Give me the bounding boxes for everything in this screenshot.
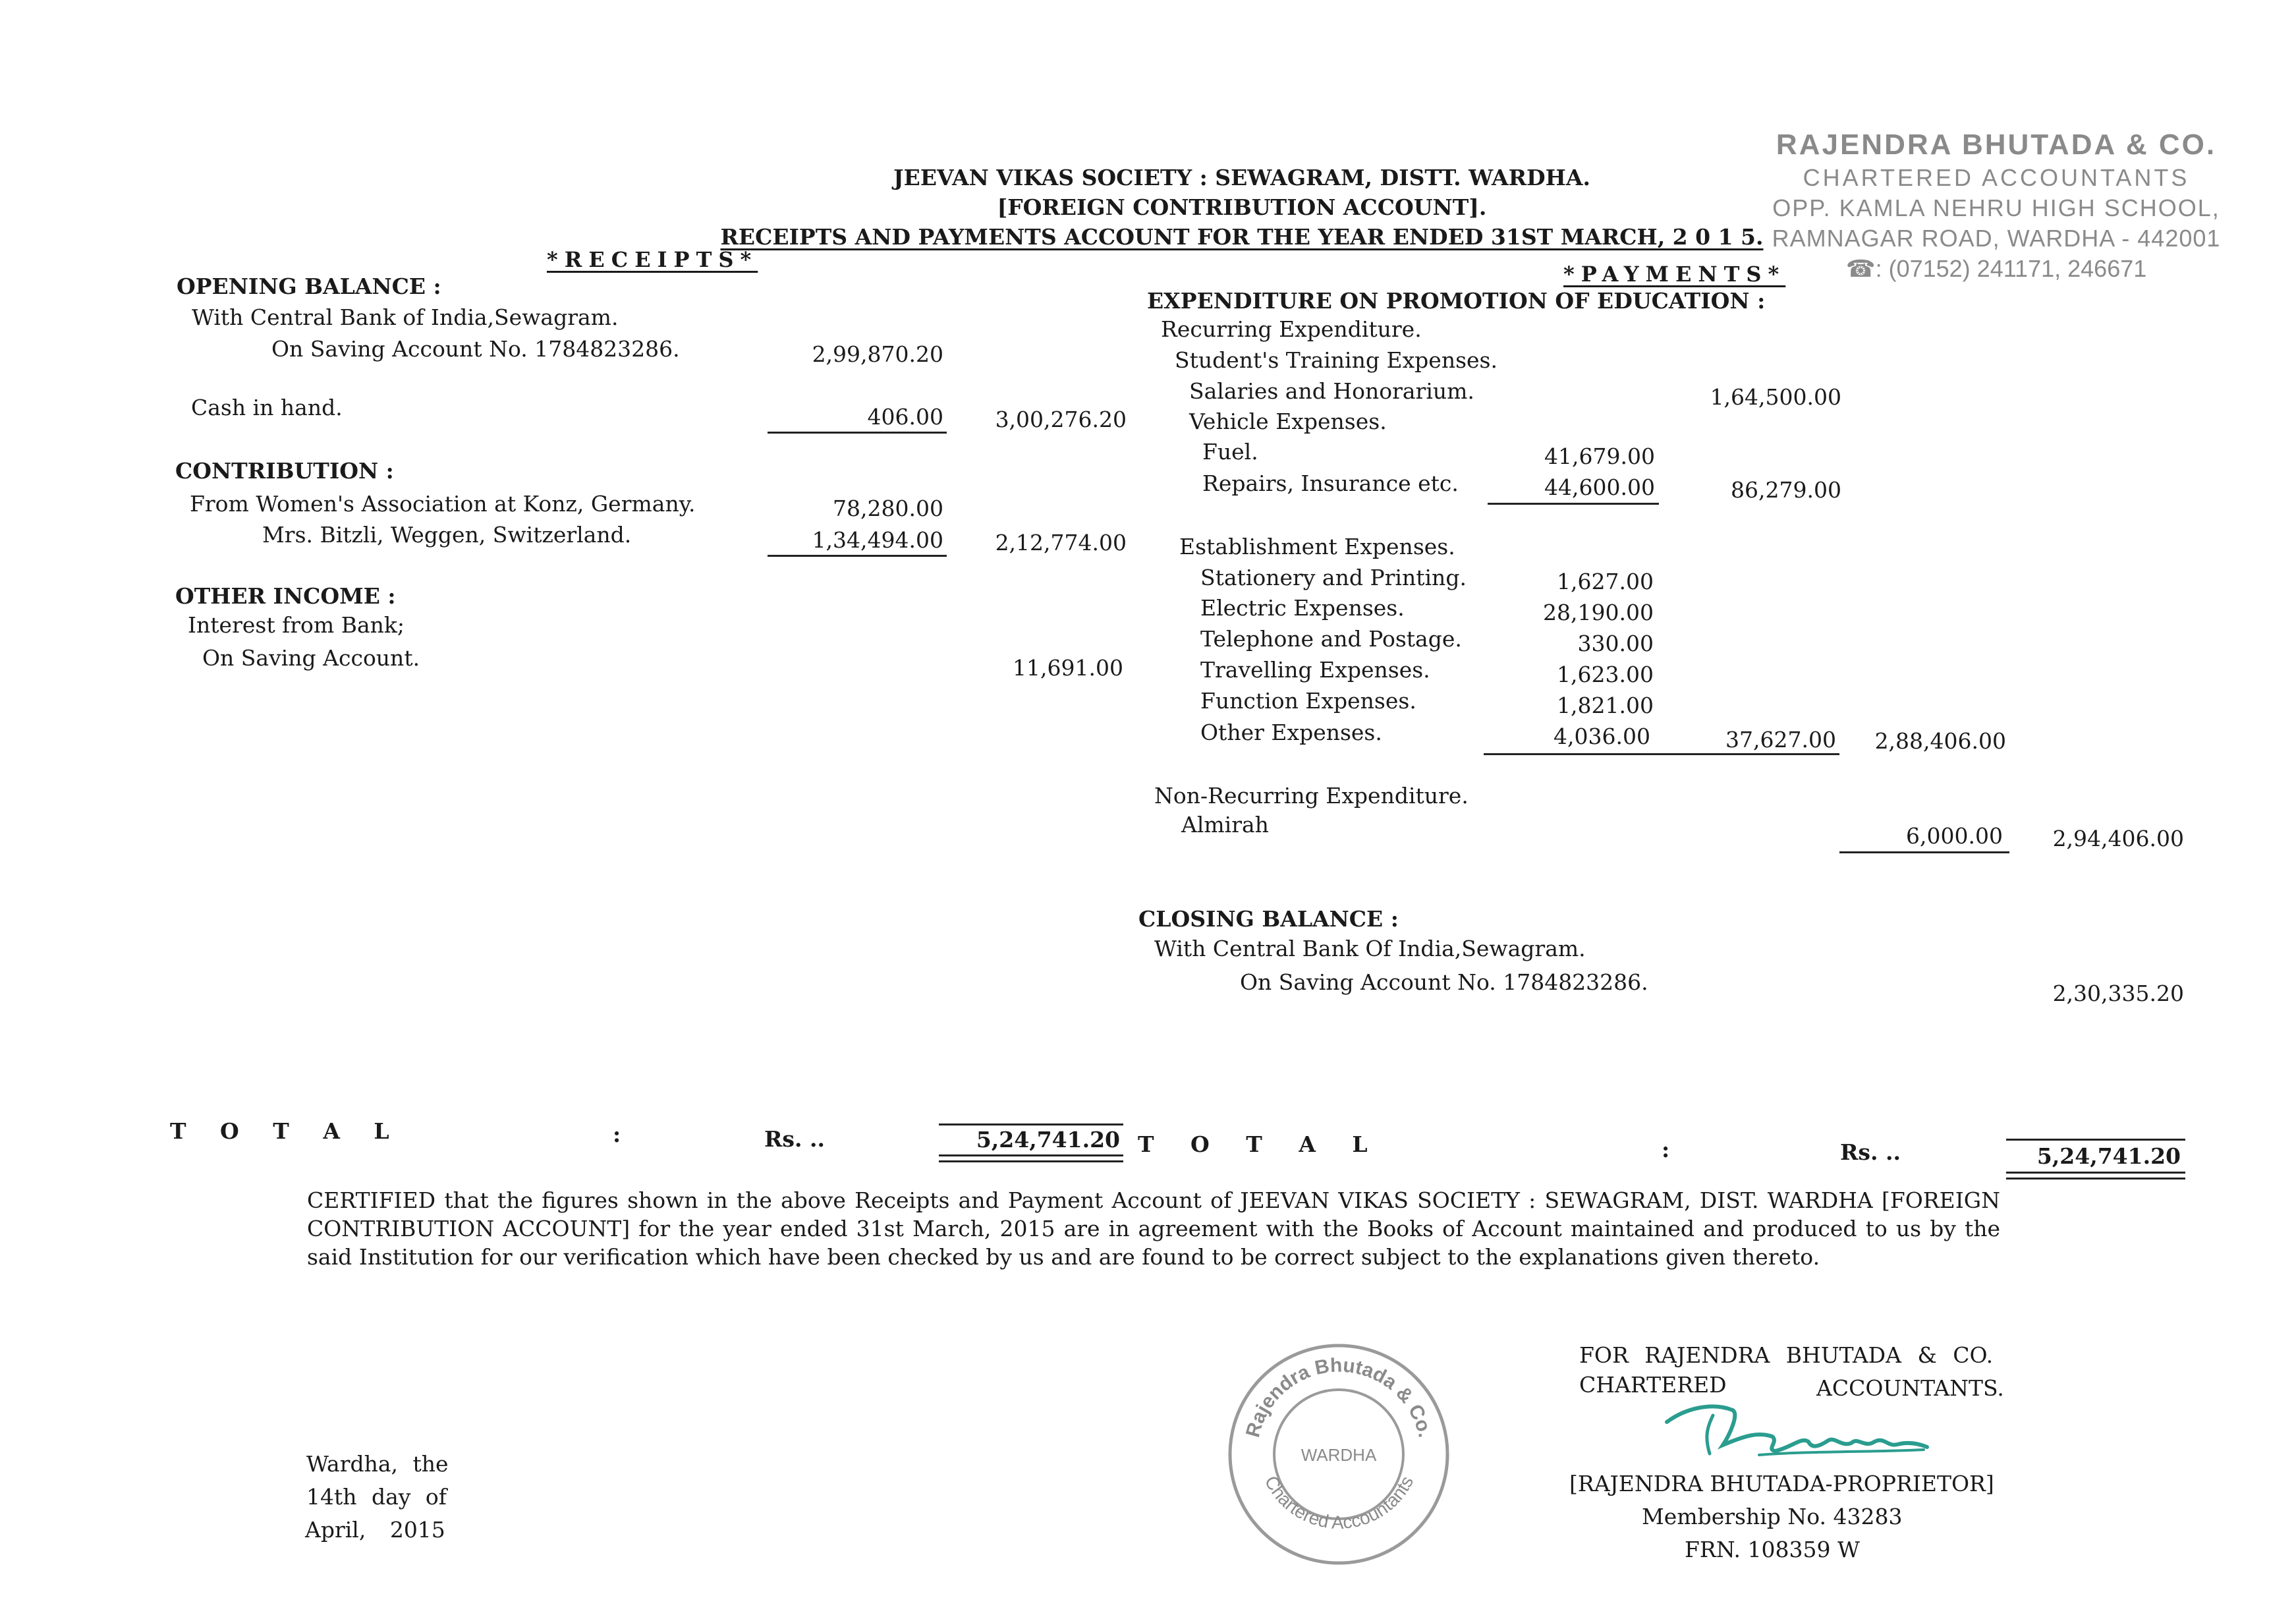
payments-grand-total: 5,24,741.20: [2036, 1143, 2181, 1169]
receipts-total-double-rule: [939, 1154, 1123, 1162]
interest-label: Interest from Bank;: [188, 612, 405, 638]
contribution-germany-amount: 78,280.00: [833, 496, 943, 521]
almirah-rule: [1839, 851, 2009, 853]
date-line: 14th day of: [306, 1484, 447, 1510]
stamp-firm-name: RAJENDRA BHUTADA & CO.: [1776, 128, 2217, 161]
signatory-chartered: CHARTERED: [1579, 1372, 1727, 1398]
year-line: April, 2015: [305, 1517, 445, 1543]
closing-account-label: On Saving Account No. 1784823286.: [1240, 969, 1648, 995]
seal-graphic: [1225, 1341, 1453, 1568]
signature: [1660, 1396, 1937, 1468]
svg-text:Chartered Accountants: [1261, 1473, 1418, 1533]
place-line: Wardha, the: [306, 1451, 449, 1477]
establishment-item-amount: 28,190.00: [1543, 600, 1654, 625]
signatory-name: [RAJENDRA BHUTADA-PROPRIETOR]: [1569, 1471, 1994, 1496]
repairs-amount: 44,600.00: [1544, 474, 1655, 500]
closing-bank-label: With Central Bank Of India,Sewagram.: [1154, 936, 1586, 961]
closing-balance-amount: 2,30,335.20: [2052, 981, 2184, 1006]
salaries-label: Salaries and Honorarium.: [1189, 378, 1474, 404]
vehicle-subtotal-rule: [1488, 503, 1659, 505]
payments-total-colon: :: [1662, 1137, 1670, 1162]
establishment-label: Establishment Expenses.: [1179, 534, 1455, 559]
signatory-accountants: ACCOUNTANTS.: [1816, 1375, 2004, 1401]
closing-balance-heading: CLOSING BALANCE :: [1138, 906, 1399, 932]
establishment-item-label: Function Expenses.: [1200, 688, 1416, 714]
fuel-label: Fuel.: [1202, 439, 1258, 465]
payments-total-label: T O T A L: [1138, 1131, 1382, 1157]
stamp-phone: ☎: (07152) 241171, 246671: [1845, 255, 2147, 282]
cash-in-hand-label: Cash in hand.: [191, 395, 343, 420]
establishment-item-label: Stationery and Printing.: [1200, 565, 1467, 590]
saving-account-label: On Saving Account.: [202, 645, 420, 671]
non-recurring-label: Non-Recurring Expenditure.: [1154, 783, 1469, 809]
establishment-item-amount: 4,036.00: [1554, 724, 1650, 749]
payments-rs-label: Rs. ..: [1840, 1139, 1901, 1165]
contribution-germany-label: From Women's Association at Konz, Germany.: [190, 491, 696, 517]
receipts-total-top-rule: [939, 1123, 1123, 1125]
almirah-label: Almirah: [1181, 812, 1269, 838]
vehicle-label: Vehicle Expenses.: [1189, 409, 1387, 434]
establishment-item-label: Other Expenses.: [1200, 720, 1382, 745]
signatory-firm: FOR RAJENDRA BHUTADA & CO.: [1579, 1342, 1994, 1368]
contribution-subtotal-rule: [768, 555, 947, 557]
receipts-heading: *RECEIPTS*: [547, 247, 758, 272]
other-income-heading: OTHER INCOME :: [175, 583, 396, 609]
receipts-grand-total: 5,24,741.20: [976, 1127, 1120, 1152]
establishment-total: 37,627.00: [1725, 727, 1836, 753]
opening-balance-heading: OPENING BALANCE :: [177, 273, 441, 299]
expenditure-total: 2,94,406.00: [2052, 826, 2184, 851]
firm-seal: [1225, 1341, 1453, 1568]
payments-heading: *PAYMENTS*: [1563, 262, 1786, 287]
stamp-address-1: OPP. KAMLA NEHRU HIGH SCHOOL,: [1772, 194, 2220, 221]
signature-graphic: [1660, 1396, 1937, 1468]
seal-center-text: WARDHA: [1301, 1445, 1377, 1465]
opening-account-amount: 2,99,870.20: [812, 341, 943, 367]
payments-total-top-rule: [2006, 1139, 2185, 1141]
stamp-address-2: RAMNAGAR ROAD, WARDHA - 442001: [1772, 225, 2221, 252]
contribution-switzerland-label: Mrs. Bitzli, Weggen, Switzerland.: [262, 522, 632, 548]
payments-total-double-rule: [2006, 1172, 2185, 1180]
statement-title: RECEIPTS AND PAYMENTS ACCOUNT FOR THE YEAR ENDED 31ST MARCH, 2 0 1 5.: [720, 224, 1764, 250]
seal-bottom-text: Chartered Accountants: [1260, 1472, 1418, 1533]
establishment-item-amount: 1,821.00: [1557, 693, 1654, 718]
certificate-text: CERTIFIED that the figures shown in the above Receipts and Payment Account of JEEVAN VIKAS SOCIETY : SEWAGRAM, DIST. WARDHA [FOREIGN CONTRIBUTION ACCOUNT] for the year ended 31st March, 2015 are in agreement with the Books of Account maintained and produced to us by the said Institution for our verification which have been checked by us and are found to be correct subject to the explanations given thereto.: [307, 1187, 2000, 1270]
membership-number: Membership No. 43283: [1642, 1504, 1903, 1529]
establishment-item-amount: 330.00: [1577, 631, 1654, 656]
repairs-label: Repairs, Insurance etc.: [1202, 470, 1459, 496]
establishment-subtotal-rule: [1484, 753, 1839, 755]
seal-top-text: Rajendra Bhutada & Co.: [1242, 1354, 1436, 1440]
opening-bank-label: With Central Bank of India,Sewagram.: [192, 304, 619, 330]
establishment-item-amount: 1,627.00: [1557, 569, 1654, 594]
establishment-item-label: Travelling Expenses.: [1200, 657, 1430, 683]
cash-in-hand-amount: 406.00: [867, 404, 943, 430]
opening-balance-total: 3,00,276.20: [995, 407, 1127, 432]
contribution-heading: CONTRIBUTION :: [175, 458, 394, 484]
recurring-label: Recurring Expenditure.: [1161, 316, 1422, 342]
account-title: [FOREIGN CONTRIBUTION ACCOUNT].: [997, 194, 1487, 220]
student-training-label: Student's Training Expenses.: [1175, 347, 1498, 373]
receipts-total-colon: :: [613, 1122, 621, 1147]
opening-subtotal-rule: [768, 432, 947, 434]
org-title: JEEVAN VIKAS SOCIETY : SEWAGRAM, DISTT. WARDHA.: [893, 165, 1590, 190]
establishment-item-label: Telephone and Postage.: [1200, 626, 1462, 652]
salaries-amount: 1,64,500.00: [1710, 384, 1841, 410]
stamp-role: CHARTERED ACCOUNTANTS: [1803, 164, 2190, 191]
opening-account-label: On Saving Account No. 1784823286.: [271, 336, 680, 362]
receipts-rs-label: Rs. ..: [764, 1126, 825, 1152]
almirah-amount: 6,000.00: [1906, 823, 2003, 849]
other-income-total: 11,691.00: [1013, 655, 1123, 681]
vehicle-total: 86,279.00: [1731, 477, 1841, 503]
frn-number: FRN. 108359 W: [1685, 1537, 1860, 1562]
contribution-switzerland-amount: 1,34,494.00: [812, 527, 943, 553]
contribution-total: 2,12,774.00: [995, 530, 1127, 555]
establishment-item-amount: 1,623.00: [1557, 662, 1654, 687]
fuel-amount: 41,679.00: [1544, 443, 1655, 469]
establishment-item-label: Electric Expenses.: [1200, 595, 1405, 621]
recurring-total: 2,88,406.00: [1874, 728, 2006, 754]
receipts-total-label: T O T A L: [170, 1118, 403, 1144]
expenditure-heading: EXPENDITURE ON PROMOTION OF EDUCATION :: [1147, 288, 1766, 314]
